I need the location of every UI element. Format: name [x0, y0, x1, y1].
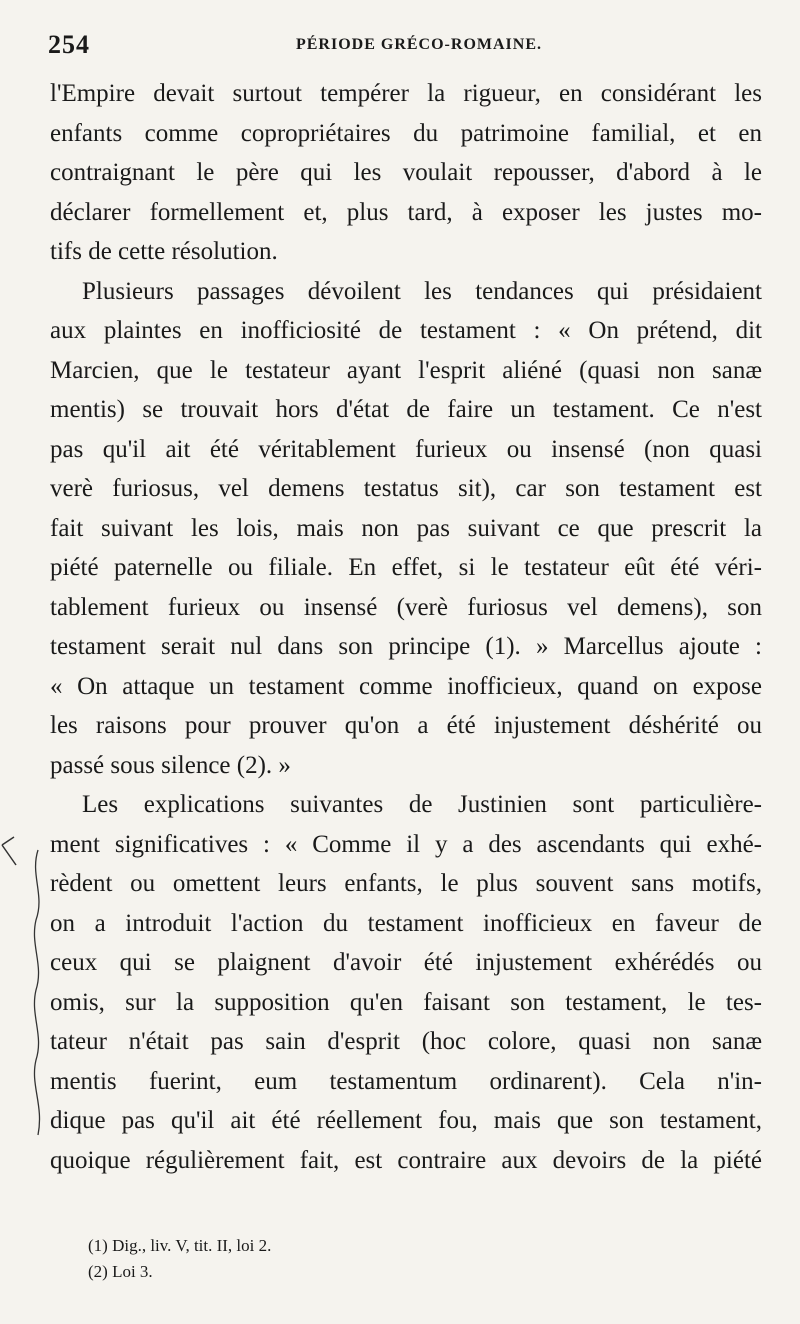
- text-line: ment significatives : « Comme il y a des ascendants qui exhé-: [50, 830, 762, 858]
- text-line: on a introduit l'action du testament inofficieux en faveur de: [50, 909, 762, 937]
- text-line: dique pas qu'il ait été réellement fou, mais que son testament,: [50, 1107, 762, 1134]
- text-line: les raisons pour prouver qu'on a été injustement déshérité ou: [50, 712, 762, 739]
- text-line: verè furiosus, vel demens testatus sit), car son testament est: [50, 475, 762, 502]
- footnote: (2) Loi 3.: [88, 1262, 153, 1281]
- body-text: [50, 74, 762, 1180]
- text-line: omis, sur la supposition qu'en faisant son testament, le tes-: [50, 988, 762, 1016]
- text-line: tablement furieux ou insensé (verè furiosus vel demens), son: [50, 593, 762, 621]
- text-line: rèdent ou omettent leurs enfants, le plus souvent sans motifs,: [50, 870, 762, 897]
- text-line: mentis fuerint, eum testamentum ordinarent). Cela n'in-: [50, 1067, 762, 1095]
- text-line: Marcien, que le testateur ayant l'esprit aliéné (quasi non sanæ: [50, 356, 762, 384]
- page-header: [48, 30, 760, 60]
- text-line: contraignant le père qui les voulait repousser, d'abord à le: [50, 159, 762, 186]
- running-head: PÉRIODE GRÉCO-ROMAINE.: [295, 36, 542, 53]
- text-line: tifs de cette résolution.: [50, 238, 278, 265]
- text-line: passé sous silence (2). »: [50, 751, 291, 779]
- text-line: déclarer formellement et, plus tard, à exposer les justes mo-: [50, 198, 762, 226]
- text-line: testament serait nul dans son principe (1). » Marcellus ajoute :: [50, 633, 762, 660]
- text-line: mentis) se trouvait hors d'état de faire un testament. Ce n'est: [50, 396, 762, 423]
- text-line: ceux qui se plaignent d'avoir été injustement exhérédés ou: [50, 949, 762, 976]
- text-line: enfants comme copropriétaires du patrimoine familial, et en: [50, 119, 762, 147]
- text-line: quoique régulièrement fait, est contraire aux devoirs de la piété: [50, 1146, 762, 1174]
- footnotes: [88, 1233, 738, 1285]
- text-line: tateur n'était pas sain d'esprit (hoc colore, quasi non sanæ: [50, 1028, 762, 1055]
- text-line: l'Empire devait surtout tempérer la rigueur, en considérant les: [50, 80, 762, 107]
- footnote: (1) Dig., liv. V, tit. II, loi 2.: [88, 1236, 272, 1255]
- text-line: piété paternelle ou filiale. En effet, si le testateur eût été véri-: [50, 554, 762, 581]
- paragraph-start-line: Les explications suivantes de Justinien sont particulière-: [82, 791, 762, 818]
- text-line: « On attaque un testament comme inofficieux, quand on expose: [50, 672, 762, 700]
- text-line: fait suivant les lois, mais non pas suivant ce que prescrit la: [50, 514, 762, 542]
- page-number: 254: [48, 30, 90, 59]
- text-line: aux plaintes en inofficiosité de testament : « On prétend, dit: [50, 317, 762, 344]
- paragraph-start-line: Plusieurs passages dévoilent les tendances qui présidaient: [82, 277, 762, 305]
- text-line: pas qu'il ait été véritablement furieux ou insensé (non quasi: [50, 435, 762, 463]
- handwritten-margin-mark: [0, 835, 48, 1155]
